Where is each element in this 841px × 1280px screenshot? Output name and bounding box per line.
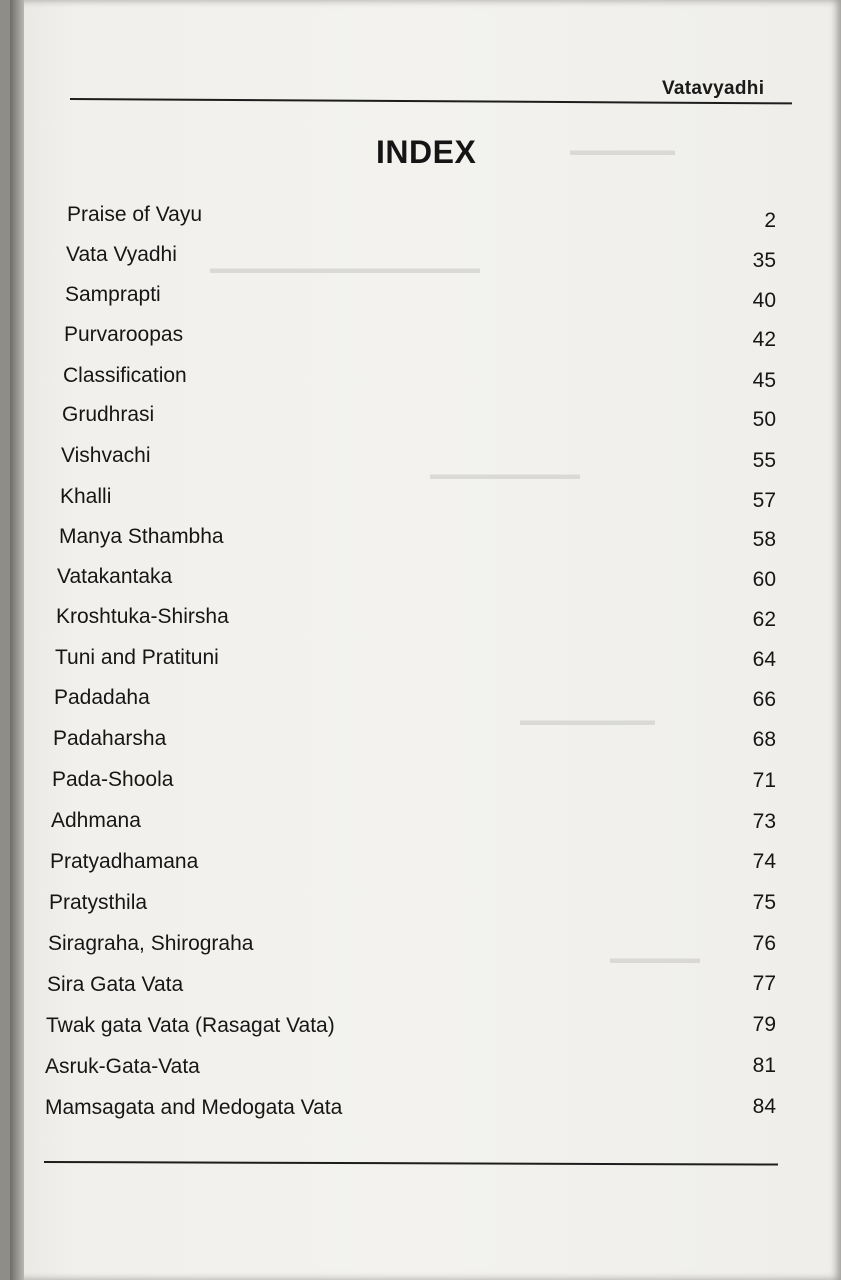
- index-entry-page: 40: [752, 289, 776, 312]
- footer-rule: [44, 1161, 778, 1166]
- index-entry-page: 2: [764, 209, 776, 232]
- page-title: INDEX: [376, 134, 477, 170]
- index-entry-page: 60: [752, 568, 776, 591]
- index-entry-title: Padadaha: [54, 686, 150, 709]
- index-entry-page: 73: [752, 810, 776, 833]
- index-entry-page: 42: [752, 328, 776, 351]
- index-entry-title: Vata Vyadhi: [66, 243, 177, 266]
- index-entry-page: 45: [752, 369, 776, 392]
- index-entry-title: Vishvachi: [61, 444, 151, 467]
- index-entry-page: 58: [752, 528, 776, 551]
- index-entry-title: Khalli: [60, 485, 112, 508]
- index-entry-title: Adhmana: [51, 809, 141, 832]
- index-entry-title: Mamsagata and Medogata Vata: [45, 1096, 343, 1119]
- index-entry-page: 62: [752, 608, 776, 631]
- index-entry-title: Classification: [63, 364, 187, 387]
- index-entry-page: 68: [752, 728, 776, 751]
- index-entry-title: Grudhrasi: [62, 403, 155, 426]
- index-entry-page: 50: [752, 408, 776, 431]
- show-through-text: ▬▬▬▬▬▬▬▬▬: [520, 712, 655, 729]
- index-entry-page: 64: [752, 648, 776, 671]
- book-page: [10, 0, 841, 1280]
- index-entry-title: Pada-Shoola: [52, 768, 174, 791]
- running-header: Vatavyadhi: [662, 78, 765, 99]
- index-entry-page: 75: [752, 891, 776, 914]
- index-entry-page: 79: [752, 1013, 776, 1036]
- index-entry-title: Siragraha, Shirograha: [48, 932, 254, 955]
- index-entry-title: Sira Gata Vata: [47, 973, 184, 996]
- book-spine-shadow: [10, 0, 24, 1280]
- index-entry-page: 57: [752, 489, 776, 512]
- show-through-text: ▬▬▬▬▬▬▬: [570, 142, 675, 159]
- index-entry-page: 77: [752, 972, 776, 995]
- index-entry-title: Samprapti: [65, 283, 161, 306]
- index-entry-title: Twak gata Vata (Rasagat Vata): [46, 1014, 335, 1037]
- index-entry-title: Purvaroopas: [64, 323, 184, 346]
- index-entry-page: 74: [752, 850, 776, 873]
- index-entry-page: 71: [752, 769, 776, 792]
- index-entry-page: 55: [752, 449, 776, 472]
- index-entry-title: Kroshtuka-Shirsha: [56, 605, 229, 628]
- index-entry-title: Padaharsha: [53, 727, 167, 750]
- show-through-text: ▬▬▬▬▬▬▬▬▬▬: [430, 466, 580, 483]
- show-through-text: ▬▬▬▬▬▬: [610, 950, 700, 967]
- index-entry-page: 81: [752, 1054, 776, 1077]
- index-entry-page: 35: [752, 249, 776, 272]
- index-entry-title: Vatakantaka: [57, 565, 173, 588]
- show-through-text: ▬▬▬▬▬▬▬▬▬▬▬▬▬▬▬▬▬▬: [210, 260, 480, 277]
- index-entry-page: 76: [752, 932, 776, 955]
- index-entry-title: Pratysthila: [49, 891, 148, 914]
- index-entry-title: Pratyadhamana: [50, 850, 199, 873]
- index-entry-page: 66: [752, 688, 776, 711]
- index-entry-title: Asruk-Gata-Vata: [45, 1055, 200, 1078]
- index-entry-title: Praise of Vayu: [67, 203, 203, 226]
- index-entry-title: Manya Sthambha: [59, 525, 224, 548]
- index-entry-page: 84: [752, 1095, 776, 1118]
- index-entry-title: Tuni and Pratituni: [55, 646, 219, 669]
